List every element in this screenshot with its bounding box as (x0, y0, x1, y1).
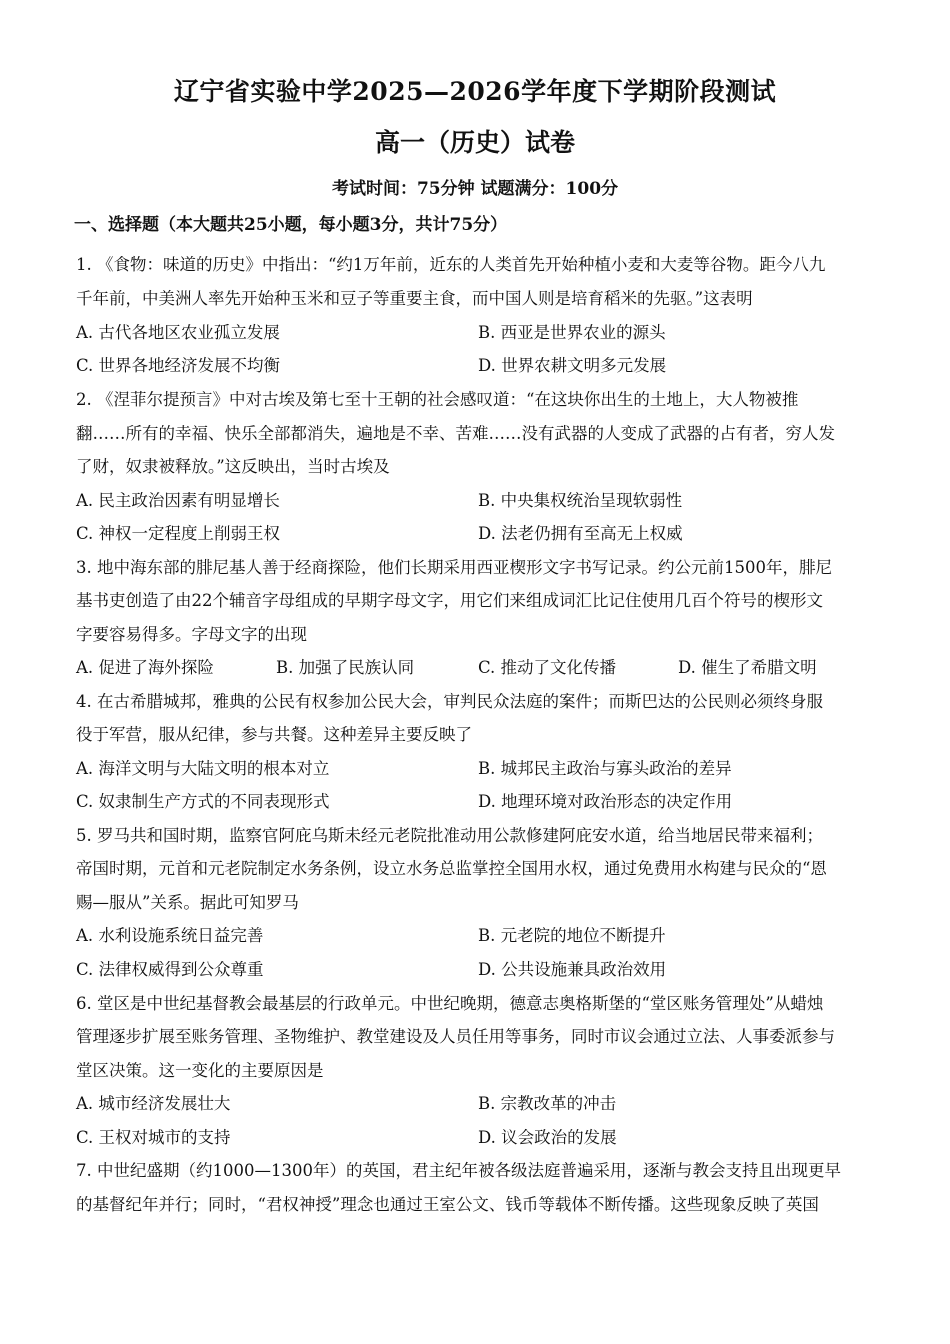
question-2-line-2: 翻……所有的幸福、快乐全部都消失，遍地是不幸、苦难……没有武器的人变成了武器的占有者，穷人发 (76, 424, 835, 443)
question-1-option-b: B. 西亚是世界农业的源头 (478, 323, 666, 342)
question-1-option-d: D. 世界农耕文明多元发展 (478, 356, 667, 375)
exam-title: 辽宁省实验中学2025—2026学年度下学期阶段测试 (173, 77, 777, 106)
question-6-option-c: C. 王权对城市的支持 (76, 1128, 231, 1147)
question-4-option-d: D. 地理环境对政治形态的决定作用 (478, 792, 733, 811)
question-6-option-b: B. 宗教改革的冲击 (478, 1094, 617, 1113)
question-1-option-a: A. 古代各地区农业孤立发展 (76, 323, 280, 342)
question-7-line-1: 7. 中世纪盛期（约1000—1300年）的英国，君主纪年被各级法庭普遍采用，逐渐与教会支持且出现更早 (76, 1161, 841, 1180)
question-2-option-b: B. 中央集权统治呈现软弱性 (478, 491, 683, 510)
question-3-option-b: B. 加强了民族认同 (276, 658, 415, 677)
question-2-line-1: 2. 《涅菲尔提预言》中对古埃及第七至十王朝的社会感叹道：“在这块你出生的土地上，大人物被推 (76, 390, 799, 409)
question-4-line-1: 4. 在古希腊城邦，雅典的公民有权参加公民大会，审判民众法庭的案件；而斯巴达的公民则必须终身服 (76, 692, 823, 711)
question-4-option-a: A. 海洋文明与大陆文明的根本对立 (76, 759, 330, 778)
question-6-line-3: 堂区决策。这一变化的主要原因是 (76, 1061, 324, 1080)
question-3-option-d: D. 催生了希腊文明 (678, 658, 817, 677)
question-2-line-3: 了财，奴隶被释放。”这反映出，当时古埃及 (76, 457, 390, 476)
question-6-option-a: A. 城市经济发展壮大 (76, 1094, 231, 1113)
exam-info: 考试时间：75分钟 试题满分：100分 (331, 179, 619, 199)
question-6-line-1: 6. 堂区是中世纪基督教会最基层的行政单元。中世纪晚期，德意志奥格斯堡的“堂区账务管理处”从蜡烛 (76, 994, 824, 1013)
question-2-option-d: D. 法老仍拥有至高无上权威 (478, 524, 683, 543)
question-4-option-b: B. 城邦民主政治与寡头政治的差异 (478, 759, 732, 778)
question-2-option-c: C. 神权一定程度上削弱王权 (76, 524, 281, 543)
question-1-line-1: 1. 《食物：味道的历史》中指出：“约1万年前，近东的人类首先开始种植小麦和大麦等谷物。距今八九 (76, 255, 826, 274)
question-5-line-3: 赐—服从”关系。据此可知罗马 (76, 893, 299, 912)
question-7-line-2: 的基督纪年并行；同时，“君权神授”理念也通过王室公文、钱币等载体不断传播。这些现象反映了英国 (76, 1195, 819, 1214)
question-1-line-2: 千年前，中美洲人率先开始种玉米和豆子等重要主食，而中国人则是培育稻米的先驱。”这表明 (76, 289, 753, 308)
question-3-line-2: 基书吏创造了由22个辅音字母组成的早期字母文字，用它们来组成词汇比记住使用几百个符号的楔形文 (76, 591, 823, 610)
question-4-option-c: C. 奴隶制生产方式的不同表现形式 (76, 792, 330, 811)
question-5-option-c: C. 法律权威得到公众尊重 (76, 960, 264, 979)
question-2-option-a: A. 民主政治因素有明显增长 (76, 491, 280, 510)
question-5-option-a: A. 水利设施系统日益完善 (76, 926, 264, 945)
question-6-option-d: D. 议会政治的发展 (478, 1128, 617, 1147)
question-4-line-2: 役于军营，服从纪律，参与共餐。这种差异主要反映了 (76, 725, 472, 744)
question-5-line-2: 帝国时期，元首和元老院制定水务条例，设立水务总监掌控全国用水权，通过免费用水构建与民众的“恩 (76, 859, 827, 878)
question-5-option-d: D. 公共设施兼具政治效用 (478, 960, 667, 979)
question-3-option-a: A. 促进了海外探险 (76, 658, 214, 677)
section-title: 一、选择题（本大题共25小题，每小题3分，共计75分） (74, 215, 508, 235)
question-5-line-1: 5. 罗马共和国时期，监察官阿庇乌斯未经元老院批准动用公款修建阿庇安水道，给当地居民带来福利； (76, 826, 823, 845)
question-3-line-3: 字要容易得多。字母文字的出现 (76, 625, 307, 644)
question-3-option-c: C. 推动了文化传播 (478, 658, 617, 677)
question-6-line-2: 管理逐步扩展至账务管理、圣物维护、教堂建设及人员任用等事务，同时市议会通过立法、人事委派参与 (76, 1027, 835, 1046)
question-5-option-b: B. 元老院的地位不断提升 (478, 926, 666, 945)
question-3-line-1: 3. 地中海东部的腓尼基人善于经商探险，他们长期采用西亚楔形文字书写记录。约公元前1500年，腓尼 (76, 558, 832, 577)
question-1-option-c: C. 世界各地经济发展不均衡 (76, 356, 281, 375)
exam-subtitle: 高一（历史）试卷 (374, 128, 575, 157)
